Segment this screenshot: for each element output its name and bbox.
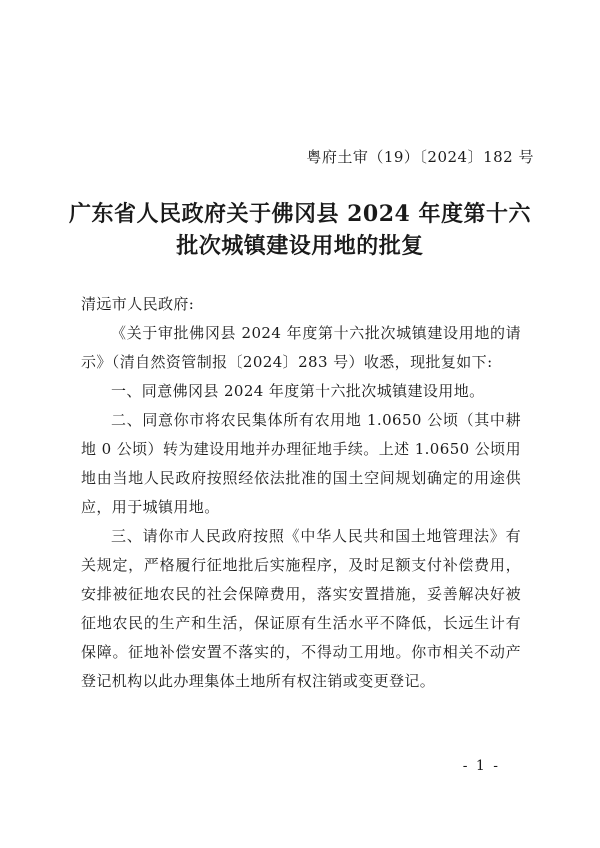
body-paragraph-item-2: 二、同意你市将农民集体所有农用地 1.0650 公顷（其中耕地 0 公顷）转为建设用地并办理征地手续。上述 1.0650 公顷用地由当地人民政府按照经依法批准的国土空间规划确定的用途供应，用于城镇用地。 — [81, 411, 521, 516]
document-title-line-1: 广东省人民政府关于佛冈县 2024 年度第十六 — [68, 201, 532, 227]
page-number: - 1 - — [462, 758, 500, 774]
addressee: 清远市人民政府: — [81, 295, 195, 313]
body-paragraph-request: 《关于审批佛冈县 2024 年度第十六批次城镇建设用地的请示》（清自然资管制报〔2024〕283 号）收悉，现批复如下: — [81, 324, 521, 371]
document-body — [81, 290, 521, 696]
document-number: 粤府土审（19）〔2024〕182 号 — [306, 148, 534, 166]
document-title-line-2: 批次城镇建设用地的批复 — [176, 233, 424, 259]
body-paragraph-item-3: 三、请你市人民政府按照《中华人民共和国土地管理法》有关规定，严格履行征地批后实施程序，及时足额支付补偿费用，安排被征地农民的社会保障费用，落实安置措施，妥善解决好被征地农民的生产和生活，保证原有生活水平不降低，长远生计有保障。征地补偿安置不落实的，不得动工用地。你市相关不动产登记机构以此办理集体土地所有权注销或变更登记。 — [81, 527, 521, 690]
document-title — [60, 198, 540, 262]
body-paragraph-item-1: 一、同意佛冈县 2024 年度第十六批次城镇建设用地。 — [111, 382, 485, 400]
